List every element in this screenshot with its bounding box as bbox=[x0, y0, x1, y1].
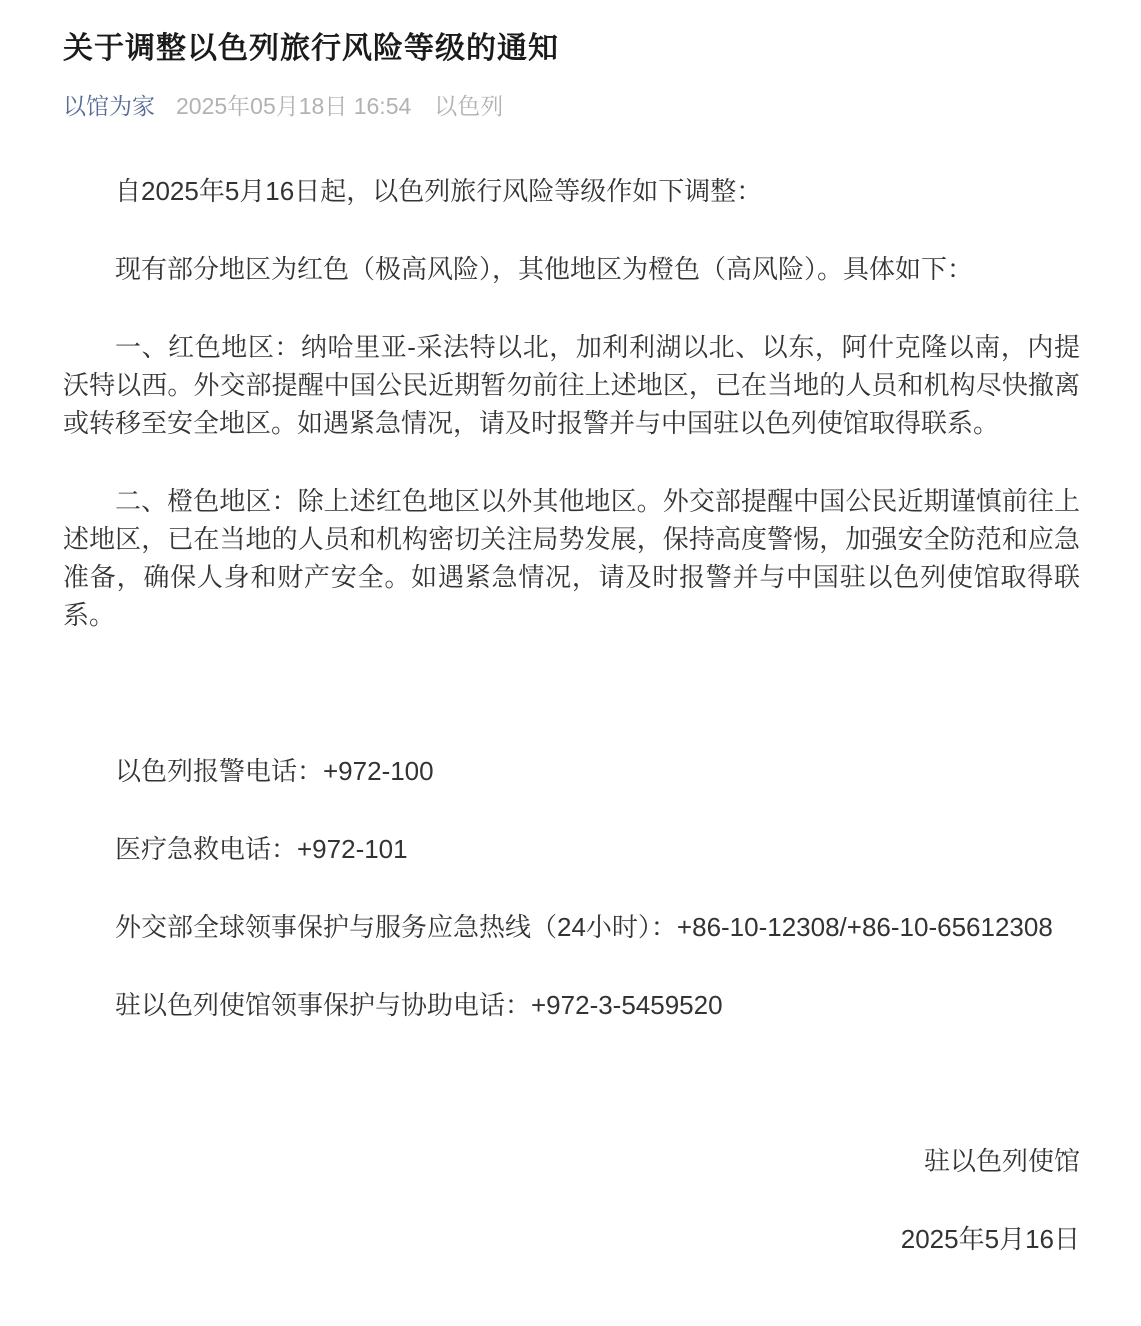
publish-time: 2025年05月18日 16:54 bbox=[176, 93, 412, 119]
article-title: 关于调整以色列旅行风险等级的通知 bbox=[63, 32, 559, 65]
paragraph-intro: 自2025年5月16日起，以色列旅行风险等级作如下调整： bbox=[115, 176, 763, 206]
paragraph-mfa-hotline: 外交部全球领事保护与服务应急热线（24小时）：+86-10-12308/+86-10-65612308 bbox=[115, 912, 1053, 942]
blank-line bbox=[63, 674, 1080, 712]
paragraph-embassy-phone: 驻以色列使馆领事保护与协助电话：+972-3-5459520 bbox=[115, 990, 723, 1020]
signature: 驻以色列使馆 bbox=[923, 1146, 1080, 1176]
paragraph-orange-zone: 二、橙色地区：除上述红色地区以外其他地区。外交部提醒中国公民近期谨慎前往上述地区，已在当地的人员和机构密切关注局势发展，保持高度警惕，加强安全防范和应急准备，确保人身和财产安全。如遇紧急情况，请及时报警并与中国驻以色列使馆取得联系。 bbox=[63, 486, 1080, 630]
article-meta bbox=[63, 91, 1080, 122]
account-name-link[interactable]: 以馆为家 bbox=[63, 93, 155, 119]
paragraph-summary: 现有部分地区为红色（极高风险），其他地区为橙色（高风险）。具体如下： bbox=[115, 254, 974, 284]
publish-location: 以色列 bbox=[434, 93, 504, 119]
blank-line bbox=[63, 1064, 1080, 1102]
paragraph-police-phone: 以色列报警电话：+972-100 bbox=[115, 756, 434, 786]
article-body bbox=[63, 172, 1080, 1258]
signature-date: 2025年5月16日 bbox=[900, 1224, 1080, 1254]
paragraph-red-zone: 一、红色地区：纳哈里亚-采法特以北，加利利湖以北、以东，阿什克隆以南，内提沃特以西。外交部提醒中国公民近期暂勿前往上述地区，已在当地的人员和机构尽快撤离或转移至安全地区。如遇紧急情况，请及时报警并与中国驻以色列使馆取得联系。 bbox=[63, 332, 1080, 438]
paragraph-medical-phone: 医疗急救电话：+972-101 bbox=[115, 834, 408, 864]
